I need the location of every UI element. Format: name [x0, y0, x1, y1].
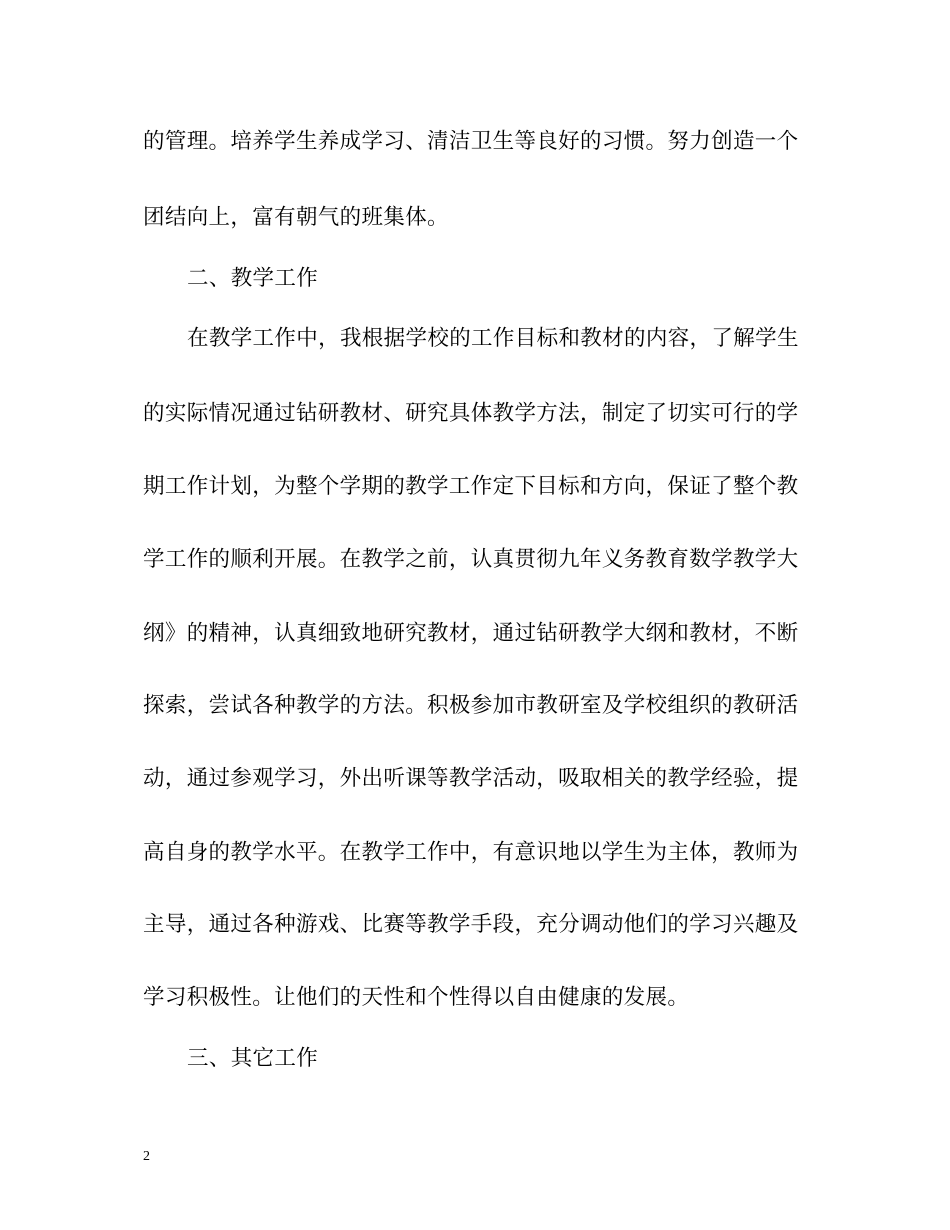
body-text-line: 期工作计划，为整个学期的教学工作定下目标和方向，保证了整个教 — [143, 474, 799, 499]
body-text-line: 探索，尝试各种教学的方法。积极参加市教研室及学校组织的教研活 — [143, 693, 799, 718]
section-heading-other: 三、其它工作 — [187, 1046, 319, 1071]
section-heading-teaching: 二、教学工作 — [187, 266, 319, 291]
body-text-line: 的管理。培养学生养成学习、清洁卫生等良好的习惯。努力创造一个 — [143, 129, 799, 154]
body-text-line: 动，通过参观学习，外出听课等教学活动，吸取相关的教学经验，提 — [143, 766, 799, 791]
body-text-line: 高自身的教学水平。在教学工作中，有意识地以学生为主体，教师为 — [143, 840, 799, 865]
body-text-line: 的实际情况通过钻研教材、研究具体教学方法，制定了切实可行的学 — [143, 401, 799, 426]
body-text-line: 学工作的顺利开展。在教学之前，认真贯彻九年义务教育数学教学大 — [143, 547, 799, 572]
body-text-line: 纲》的精神，认真细致地研究教材，通过钻研教学大纲和教材，不断 — [143, 621, 799, 646]
body-text-line: 学习积极性。让他们的天性和个性得以自由健康的发展。 — [143, 985, 690, 1010]
body-text-line: 在教学工作中，我根据学校的工作目标和教材的内容，了解学生 — [187, 326, 799, 351]
body-text-line: 主导，通过各种游戏、比赛等教学手段，充分调动他们的学习兴趣及 — [143, 912, 799, 937]
body-text-line: 团结向上，富有朝气的班集体。 — [143, 205, 449, 230]
page-number: 2 — [143, 1149, 150, 1164]
